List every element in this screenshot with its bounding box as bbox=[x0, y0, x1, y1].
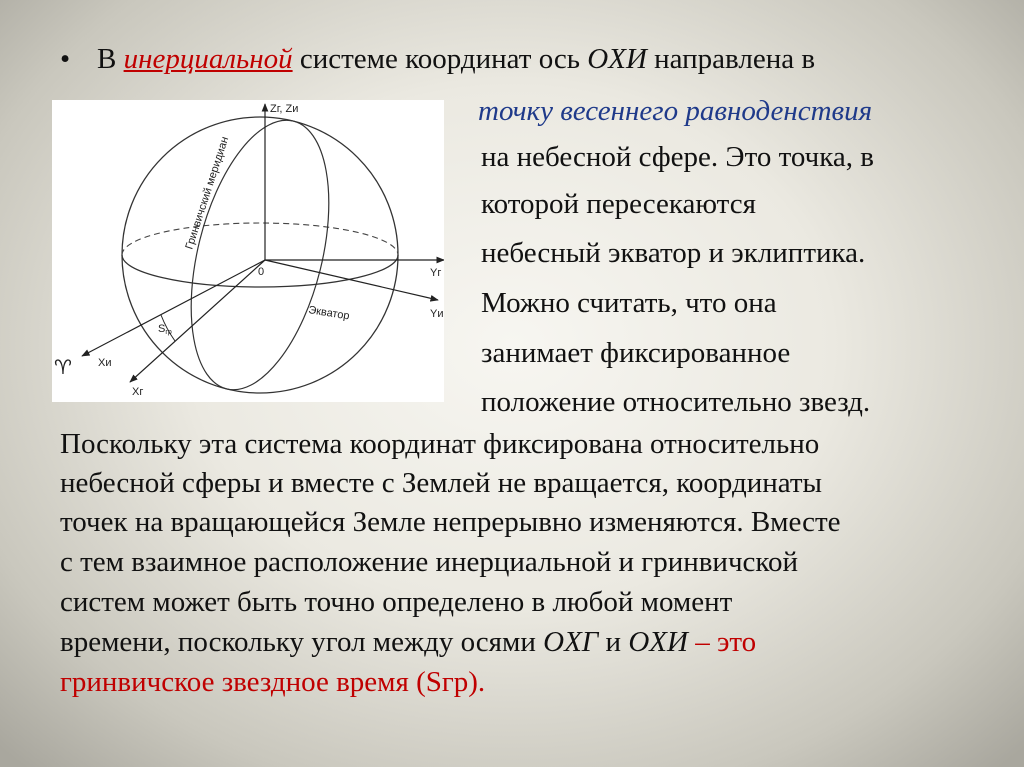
paragraph-2-line-4: с тем взаимное расположение инерциальной и гринвичской bbox=[60, 546, 799, 578]
xg-axis bbox=[130, 260, 265, 382]
yg-label: Yг bbox=[430, 267, 442, 279]
text-fragment: направлена в bbox=[646, 43, 816, 75]
axis-oxi: OXИ bbox=[587, 43, 647, 75]
paragraph-1-line-4: которой пересекаются bbox=[481, 188, 756, 220]
text-fragment: системе координат ось bbox=[292, 43, 588, 75]
z-label: Zг, Zи bbox=[270, 103, 299, 115]
greenwich-meridian bbox=[166, 106, 353, 402]
paragraph-1-line-5: небесный экватор и эклиптика. bbox=[481, 237, 866, 269]
aries-icon: ♈ bbox=[54, 355, 72, 379]
paragraph-1-line-6: Можно считать, что она bbox=[481, 287, 777, 319]
text-fragment: В bbox=[97, 43, 124, 75]
paragraph-1-line-3: на небесной сфере. Это точка, в bbox=[481, 141, 874, 173]
xg-label: Xг bbox=[132, 386, 144, 398]
paragraph-1-line-7: занимает фиксированное bbox=[481, 337, 791, 369]
paragraph-2-line-5: систем может быть точно определено в любой момент bbox=[60, 586, 733, 618]
xi-axis bbox=[82, 260, 265, 356]
axis-oxg: OXГ bbox=[543, 626, 599, 658]
text-fragment: – bbox=[687, 626, 717, 658]
celestial-sphere-svg bbox=[52, 100, 444, 402]
bullet: • bbox=[60, 43, 71, 75]
axis-oxi: OXИ bbox=[628, 626, 688, 658]
xi-label: Xи bbox=[98, 357, 112, 369]
paragraph-1-line-8: положение относительно звезд. bbox=[481, 386, 871, 418]
paragraph-2-line-7: гринвичское звездное время (Sгр). bbox=[60, 666, 486, 698]
text-fragment: и bbox=[598, 626, 629, 658]
text-fragment: это bbox=[716, 626, 757, 658]
paragraph-2-line-1: Поскольку эта система координат фиксирована относительно bbox=[60, 428, 820, 460]
paragraph-1-line-1 bbox=[97, 41, 815, 77]
meridian-label: Гринвичский меридиан bbox=[183, 135, 232, 251]
paragraph-2-line-2: небесной сферы и вместе с Землей не вращается, координаты bbox=[60, 467, 823, 499]
origin-label: 0 bbox=[258, 266, 265, 278]
yi-label: Yи bbox=[430, 308, 444, 320]
angle-label-sub: гр bbox=[165, 329, 172, 336]
equator-back bbox=[122, 223, 398, 255]
paragraph-1-line-2: точку весеннего равноденствия bbox=[478, 95, 873, 127]
equator-label: Экватор bbox=[307, 304, 351, 323]
angle-label-main: S bbox=[158, 323, 166, 335]
yi-axis bbox=[265, 260, 438, 300]
paragraph-2-line-6 bbox=[60, 624, 756, 660]
term-inertial: инерциальной bbox=[123, 43, 293, 75]
angle-label bbox=[158, 323, 172, 336]
celestial-sphere-diagram bbox=[52, 100, 444, 402]
paragraph-2-line-3: точек на вращающейся Земле непрерывно изменяются. Вместе bbox=[60, 506, 841, 538]
text-fragment: времени, поскольку угол между осями bbox=[60, 626, 544, 658]
